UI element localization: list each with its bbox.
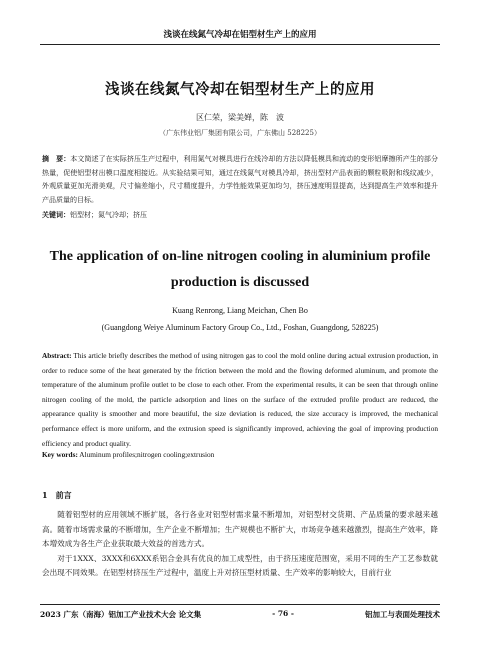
english-affiliation: (Guangdong Weiye Aluminum Factory Group Co., Ltd., Foshan, Guangdong, 528225) <box>101 323 379 332</box>
page-footer <box>40 604 440 620</box>
english-keywords <box>42 450 438 459</box>
english-abstract-label: Abstract: <box>42 351 72 360</box>
chinese-abstract-text: 本文简述了在实际挤压生产过程中，利用氮气对模具进行在线冷却的方法以降低模具和流动的变形铝摩擦所产生的部分热量，促使铝型材出模口温度相接近。从实验结果可知，通过在线氮气对模具冷却，挤出型材产品表面的颗粒吸附和线纹减少，外观质量更加光滑美观，尺寸偏差缩小，尺寸精度提升，力学性能效果更加均匀，挤压速度明显提高，达到提高生产效率和提升产品质量的目标。 <box>42 155 439 204</box>
chinese-abstract <box>42 152 438 207</box>
body-paragraph: 随着铝型材的应用领域不断扩展，各行各业对铝型材需求量不断增加，对铝型材交货期、产品质量的要求越来越高。随着市场需求量的不断增加，生产企业不断增加；生产规模也不断扩大，市场竞争越来越激烈，提高生产效率，降本增效成为各生产企业获取最大效益的首选方式。 <box>42 510 438 549</box>
section-heading: 1 前言 <box>42 490 72 500</box>
body-paragraph: 对于1XXX、3XXX和6XXX系铝合金具有优良的加工成型性，由于挤压速度范围宽，采用不同的生产工艺参数就会出现不同效果。在铝型材挤压生产过程中，温度上升对挤压型材质量、生产效率的影响较大，目前行业 <box>42 553 438 578</box>
footer-journal: 铝加工与表面处理技术 <box>365 610 440 619</box>
footer-conference: 2023 广东（南海）铝加工产业技术大会 论文集 <box>40 610 202 619</box>
chinese-affiliation: （广东伟业铝厂集团有限公司，广东佛山 528225） <box>159 129 321 137</box>
chinese-keywords <box>42 210 438 220</box>
footer-page-number: - 76 - <box>272 609 294 618</box>
english-abstract-text: This article briefly describes the method of using nitrogen gas to cool the mold online during actual extrusion production, in order to reduce some of the heat generated by the friction between the mold and the flowing deformed aluminum, and promote the temperature of the aluminum profile outlet to be close to each other. From the experimental results, it can be seen that through online nitrogen cooling of the mold, the particle adsorption and lines on the surface of the extruded profile product are reduced, the appearance quality is smoother and more beautiful, the size deviation is reduced, the size accuracy is improved, the mechanical performance effect is more uniform, and the extrusion speed is significantly improved, achieving the goal of improving production efficiency and product quality. <box>42 351 438 448</box>
chinese-keywords-text: 铝型材；氮气冷却；挤压 <box>70 211 147 219</box>
section-body <box>42 508 438 581</box>
english-title: The application of on-line nitrogen cooling in aluminium profile production is discussed <box>49 249 431 290</box>
running-head: 浅谈在线氮气冷却在铝型材生产上的应用 <box>40 28 440 45</box>
english-keywords-text: Aluminum profiles;nitrogen cooling;extrusion <box>79 450 215 459</box>
english-keywords-label: Key words: <box>42 450 78 459</box>
chinese-authors: 区仁荣，梁美婵，陈 波 <box>196 113 284 122</box>
english-authors: Kuang Renrong, Liang Meichan, Chen Bo <box>172 306 308 315</box>
chinese-abstract-label: 摘 要： <box>42 154 71 163</box>
english-abstract <box>42 349 438 451</box>
chinese-title: 浅谈在线氮气冷却在铝型材生产上的应用 <box>105 81 375 98</box>
chinese-keywords-label: 关键词： <box>42 210 70 219</box>
